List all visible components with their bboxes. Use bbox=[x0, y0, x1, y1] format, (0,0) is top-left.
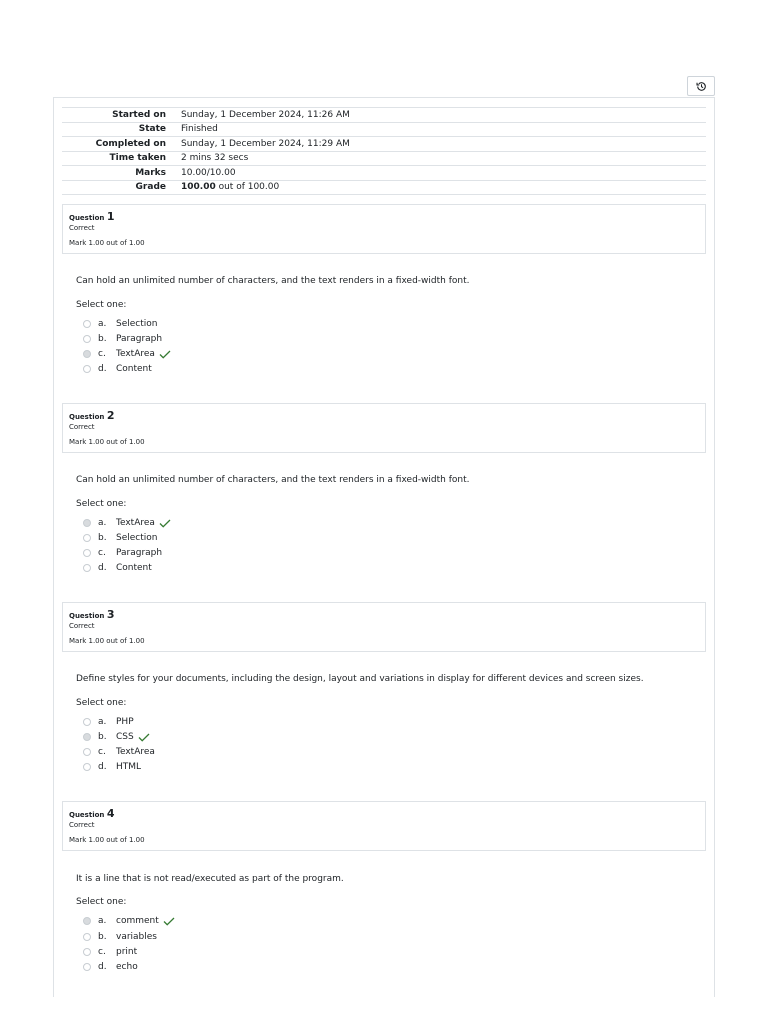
radio-button[interactable] bbox=[83, 335, 91, 343]
radio-button[interactable] bbox=[83, 718, 91, 726]
option-label: Selection bbox=[116, 319, 158, 329]
summary-label: Started on bbox=[62, 108, 176, 123]
radio-button[interactable] bbox=[83, 963, 91, 971]
grade-out-of: out of 100.00 bbox=[215, 182, 280, 193]
option-label: CSS bbox=[116, 732, 134, 742]
summary-value bbox=[176, 180, 706, 195]
option-label: TextArea bbox=[116, 518, 155, 528]
radio-button[interactable] bbox=[83, 917, 91, 925]
correct-check-icon bbox=[159, 519, 171, 528]
question-text: Can hold an unlimited number of characters, and the text renders in a fixed-width font. bbox=[76, 475, 470, 485]
summary-label: Grade bbox=[62, 180, 176, 195]
answer-option[interactable]: d. Content bbox=[83, 562, 152, 574]
summary-label: Completed on bbox=[62, 137, 176, 152]
option-label: comment bbox=[116, 916, 159, 926]
summary-row-time bbox=[62, 151, 706, 166]
question-state: Correct bbox=[69, 224, 95, 232]
correct-check-icon bbox=[163, 917, 175, 926]
question-info-1 bbox=[62, 204, 706, 254]
select-one-prompt: Select one: bbox=[76, 897, 127, 907]
attempt-summary-table bbox=[62, 107, 706, 195]
answer-option[interactable]: c. Paragraph bbox=[83, 547, 162, 559]
summary-row-marks bbox=[62, 166, 706, 181]
grade-score: 100.00 bbox=[181, 182, 216, 193]
question-number: Question 2 bbox=[69, 409, 115, 422]
summary-value: 2 mins 32 secs bbox=[176, 151, 706, 166]
question-state: Correct bbox=[69, 821, 95, 829]
answer-option[interactable]: b. Paragraph bbox=[83, 333, 162, 345]
answer-option[interactable]: d. Content bbox=[83, 363, 152, 375]
option-label: Content bbox=[116, 364, 152, 374]
select-one-prompt: Select one: bbox=[76, 698, 127, 708]
summary-row-started bbox=[62, 108, 706, 123]
option-label: Paragraph bbox=[116, 334, 163, 344]
radio-button[interactable] bbox=[83, 733, 91, 741]
option-label: Selection bbox=[116, 533, 158, 543]
radio-button[interactable] bbox=[83, 948, 91, 956]
summary-row-state bbox=[62, 122, 706, 137]
correct-check-icon bbox=[138, 733, 150, 742]
radio-button[interactable] bbox=[83, 534, 91, 542]
answer-option[interactable]: a. PHP bbox=[83, 716, 134, 728]
summary-label: State bbox=[62, 122, 176, 137]
answer-option[interactable]: a. TextArea bbox=[83, 517, 171, 529]
radio-button[interactable] bbox=[83, 748, 91, 756]
select-one-prompt: Select one: bbox=[76, 300, 127, 310]
radio-button[interactable] bbox=[83, 519, 91, 527]
answer-option[interactable]: d. HTML bbox=[83, 761, 141, 773]
radio-button[interactable] bbox=[83, 564, 91, 572]
answer-option[interactable]: a. comment bbox=[83, 915, 175, 927]
question-mark: Mark 1.00 out of 1.00 bbox=[69, 438, 145, 446]
option-label: print bbox=[116, 947, 138, 957]
summary-row-completed bbox=[62, 137, 706, 152]
question-info-3 bbox=[62, 602, 706, 652]
question-state: Correct bbox=[69, 423, 95, 431]
answer-option[interactable]: b. Selection bbox=[83, 532, 157, 544]
question-text: Define styles for your documents, including the design, layout and variations in display for different devices and screen sizes. bbox=[76, 674, 644, 684]
summary-label: Time taken bbox=[62, 151, 176, 166]
option-label: Paragraph bbox=[116, 548, 163, 558]
answer-option[interactable]: b. CSS bbox=[83, 731, 150, 743]
option-label: PHP bbox=[116, 717, 134, 727]
summary-value: 10.00/10.00 bbox=[176, 166, 706, 181]
question-number: Question 4 bbox=[69, 807, 115, 820]
summary-row-grade bbox=[62, 180, 706, 195]
question-info-4 bbox=[62, 801, 706, 851]
review-history-button[interactable] bbox=[687, 76, 715, 96]
answer-option[interactable]: b. variables bbox=[83, 931, 157, 943]
question-state: Correct bbox=[69, 622, 95, 630]
correct-check-icon bbox=[159, 350, 171, 359]
question-info-2 bbox=[62, 403, 706, 453]
answer-option[interactable]: c. TextArea bbox=[83, 746, 155, 758]
option-label: variables bbox=[116, 932, 157, 942]
radio-button[interactable] bbox=[83, 933, 91, 941]
radio-button[interactable] bbox=[83, 320, 91, 328]
answer-option[interactable]: a. Selection bbox=[83, 318, 157, 330]
question-mark: Mark 1.00 out of 1.00 bbox=[69, 637, 145, 645]
answer-option[interactable]: d. echo bbox=[83, 961, 138, 973]
question-text: It is a line that is not read/executed as part of the program. bbox=[76, 874, 344, 884]
summary-value: Sunday, 1 December 2024, 11:29 AM bbox=[176, 137, 706, 152]
option-label: Content bbox=[116, 563, 152, 573]
radio-button[interactable] bbox=[83, 365, 91, 373]
option-label: echo bbox=[116, 962, 138, 972]
question-mark: Mark 1.00 out of 1.00 bbox=[69, 239, 145, 247]
radio-button[interactable] bbox=[83, 350, 91, 358]
answer-option[interactable]: c. TextArea bbox=[83, 348, 171, 360]
question-number: Question 1 bbox=[69, 210, 115, 223]
summary-label: Marks bbox=[62, 166, 176, 181]
option-label: HTML bbox=[116, 762, 142, 772]
question-mark: Mark 1.00 out of 1.00 bbox=[69, 836, 145, 844]
summary-value: Sunday, 1 December 2024, 11:26 AM bbox=[176, 108, 706, 123]
select-one-prompt: Select one: bbox=[76, 499, 127, 509]
question-text: Can hold an unlimited number of characters, and the text renders in a fixed-width font. bbox=[76, 276, 470, 286]
option-label: TextArea bbox=[116, 349, 155, 359]
radio-button[interactable] bbox=[83, 549, 91, 557]
history-icon bbox=[696, 77, 707, 96]
question-number: Question 3 bbox=[69, 608, 115, 621]
summary-value: Finished bbox=[176, 122, 706, 137]
option-label: TextArea bbox=[116, 747, 155, 757]
radio-button[interactable] bbox=[83, 763, 91, 771]
answer-option[interactable]: c. print bbox=[83, 946, 137, 958]
